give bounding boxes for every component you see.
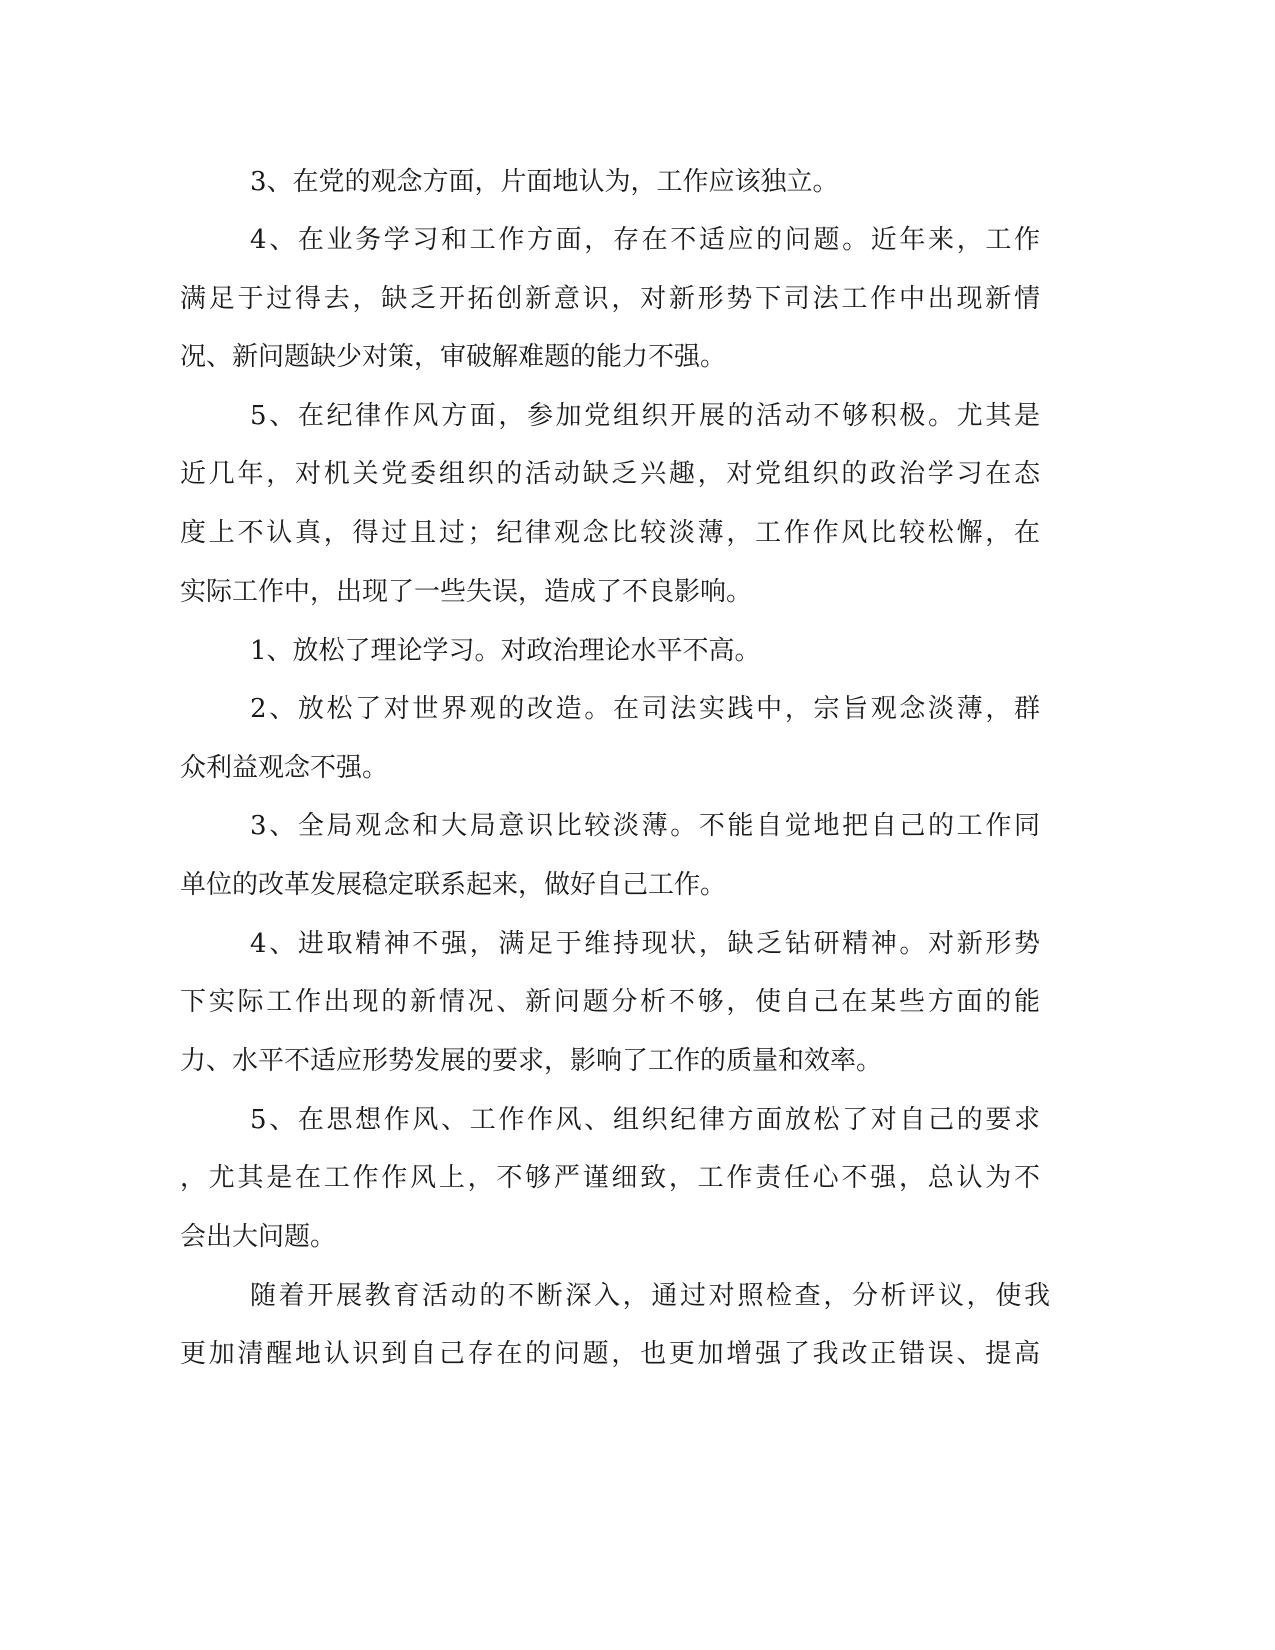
- text-line: 4、进取精神不强，满足于维持现状，缺乏钻研精神。对新形势: [250, 929, 1040, 959]
- text-line: 度上不认真，得过且过；纪律观念比较淡薄，工作作风比较松懈，在: [180, 518, 1040, 548]
- text-line: 5、在纪律作风方面，参加党组织开展的活动不够积极。尤其是: [250, 401, 1040, 431]
- text-line: 下实际工作出现的新情况、新问题分析不够，使自己在某些方面的能: [180, 987, 1040, 1017]
- text-line: 1、放松了理论学习。对政治理论水平不高。: [250, 636, 761, 666]
- text-line: 4、在业务学习和工作方面，存在不适应的问题。近年来，工作: [250, 225, 1040, 255]
- text-line: 2、放松了对世界观的改造。在司法实践中，宗旨观念淡薄，群: [250, 694, 1040, 724]
- text-line: ，尤其是在工作作风上，不够严谨细致，工作责任心不强，总认为不: [180, 1163, 1040, 1193]
- text-line: 更加清醒地认识到自己存在的问题，也更加增强了我改正错误、提高: [180, 1339, 1040, 1369]
- text-line: 近几年，对机关党委组织的活动缺乏兴趣，对党组织的政治学习在态: [180, 459, 1040, 489]
- text-line: 3、在党的观念方面，片面地认为，工作应该独立。: [250, 167, 839, 197]
- text-line: 会出大问题。: [180, 1222, 337, 1252]
- text-line: 3、全局观念和大局意识比较淡薄。不能自觉地把自己的工作同: [250, 811, 1040, 841]
- text-line: 况、新问题缺少对策，审破解难题的能力不强。: [180, 342, 727, 372]
- text-line: 随着开展教育活动的不断深入，通过对照检查，分析评议，使我: [250, 1281, 1050, 1311]
- text-line: 力、水平不适应形势发展的要求，影响了工作的质量和效率。: [180, 1046, 883, 1076]
- text-line: 众利益观念不强。: [180, 753, 389, 783]
- text-line: 实际工作中，出现了一些失误，造成了不良影响。: [180, 577, 753, 607]
- text-line: 5、在思想作风、工作作风、组织纪律方面放松了对自己的要求: [250, 1105, 1040, 1135]
- text-line: 满足于过得去，缺乏开拓创新意识，对新形势下司法工作中出现新情: [180, 284, 1040, 314]
- text-line: 单位的改革发展稳定联系起来，做好自己工作。: [180, 870, 727, 900]
